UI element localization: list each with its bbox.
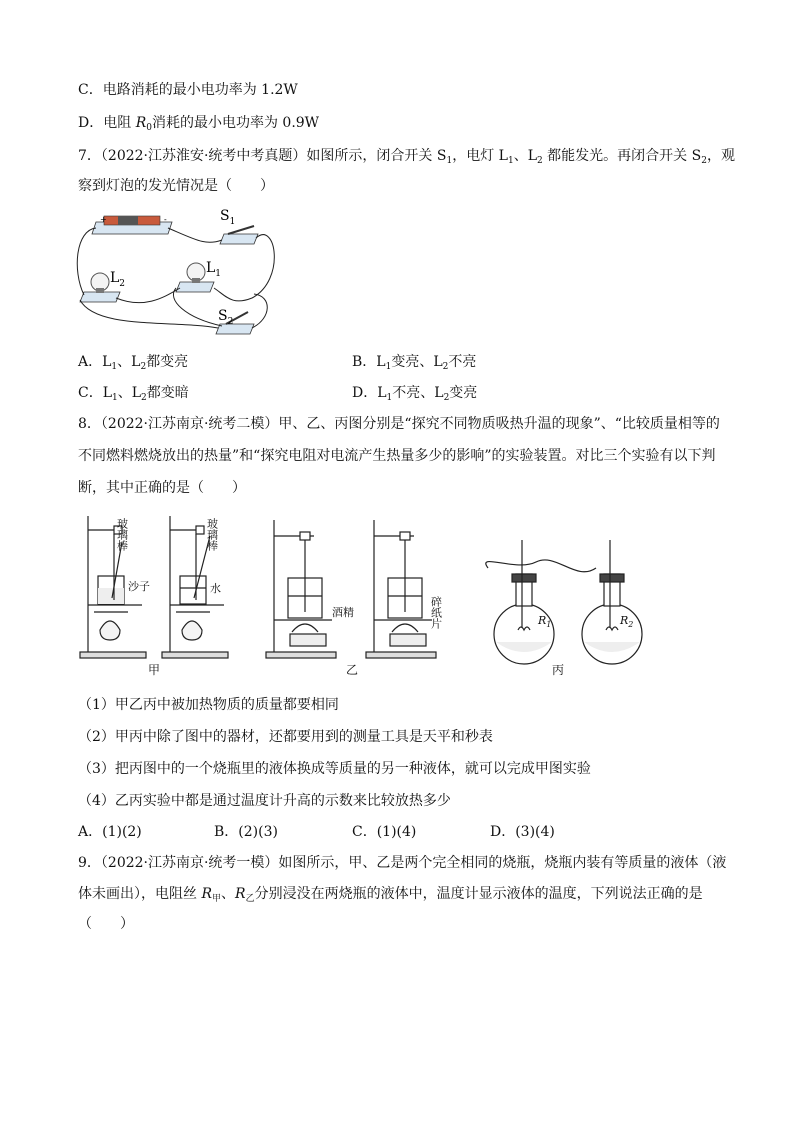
- water-label: 水: [210, 582, 221, 595]
- rod1-label: 玻璃棒: [115, 518, 129, 551]
- l2-label: $L_2$: [110, 270, 126, 289]
- lamp-l2-icon: [80, 270, 125, 302]
- q9-stem-line3: （ ）: [78, 916, 134, 932]
- q8-stem-line1: 8．（2022·江苏南京·统考二模）甲、乙、丙图分别是“探究不同物质吸热升温的现象”、“比较质量相等的: [78, 416, 720, 432]
- q7-stem-line1: 7．（2022·江苏淮安·统考中考真题）如图所示，闭合开关 $S_1$，电灯 $L_1$、$L_2$ 都能发光。再闭合开关 $S_2$，观: [78, 148, 735, 166]
- q8-apparatus-figure: [76, 512, 656, 682]
- r2-label: $R_2$: [620, 614, 634, 629]
- switch-s1-icon: [220, 208, 258, 244]
- battery-plus-label: +: [100, 215, 107, 224]
- bing-flasks: [486, 540, 642, 664]
- q7-circuit-figure: [76, 200, 276, 340]
- q7-stem-line2: 察到灯泡的发光情况是（ ）: [78, 178, 274, 194]
- yi-stand-paper: [366, 520, 436, 658]
- battery-icon: [92, 215, 172, 234]
- q7-option-a[interactable]: A．$L_1$、$L_2$都变亮: [78, 354, 189, 372]
- l1-label: $L_1$: [206, 260, 222, 279]
- sand-label: 沙子: [128, 580, 150, 593]
- q8-statement-3: （3）把丙图中的一个烧瓶里的液体换成等质量的另一种液体，就可以完成甲图实验: [78, 761, 591, 777]
- jia-caption: 甲: [148, 663, 161, 677]
- r1-label: $R_1$: [538, 614, 552, 629]
- q8-statement-4: （4）乙丙实验中都是通过温度计升高的示数来比较放热多少: [78, 793, 451, 809]
- battery-minus-label: -: [164, 215, 167, 224]
- rod2-label: 玻璃棒: [205, 518, 219, 551]
- s2-label: $S_2$: [218, 308, 234, 327]
- q8-stem-line3: 断，其中正确的是（ ）: [78, 480, 246, 496]
- q8-statement-1: （1）甲乙丙中被加热物质的质量都要相同: [78, 697, 339, 713]
- q9-stem-line2: 体未画出），电阻丝 $R_甲$、$R_乙$分别浸没在两烧瓶的液体中，温度计显示液体的温度，下列说法正确的是: [78, 886, 703, 904]
- yi-stand-alcohol: [266, 520, 336, 658]
- q7-option-c[interactable]: C．$L_1$、$L_2$都变暗: [78, 385, 189, 403]
- q8-stem-line2: 不同燃料燃烧放出的热量”和“探究电阻对电流产生热量多少的影响”的实验装置。对比三个实验有以下判: [78, 448, 716, 464]
- q8-option-c[interactable]: C．(1)(4): [352, 824, 417, 840]
- paper-label: 碎纸片: [429, 596, 443, 629]
- q6-option-d: D．电阻 $R_0$消耗的最小电功率为 0.9W: [78, 115, 320, 133]
- q6-option-c: C．电路消耗的最小电功率为 1.2W: [78, 82, 298, 98]
- bing-caption: 丙: [552, 663, 565, 677]
- q8-option-a[interactable]: A．(1)(2): [78, 824, 142, 840]
- switch-s2-icon: [216, 308, 254, 334]
- q8-option-b[interactable]: B．(2)(3): [214, 824, 278, 840]
- yi-caption: 乙: [346, 663, 359, 677]
- alcohol-label: 酒精: [332, 606, 354, 619]
- q8-option-d[interactable]: D．(3)(4): [490, 824, 555, 840]
- q8-statement-2: （2）甲丙中除了图中的器材，还都要用到的测量工具是天平和秒表: [78, 729, 493, 745]
- q7-option-d[interactable]: D．$L_1$不亮、$L_2$变亮: [352, 385, 478, 403]
- s1-label: $S_1$: [220, 208, 236, 227]
- q7-option-b[interactable]: B．$L_1$变亮、$L_2$不亮: [352, 354, 477, 372]
- q9-stem-line1: 9．（2022·江苏南京·统考一模）如图所示，甲、乙是两个完全相同的烧瓶，烧瓶内装有等质量的液体（液: [78, 855, 727, 871]
- lamp-l1-icon: [176, 260, 221, 292]
